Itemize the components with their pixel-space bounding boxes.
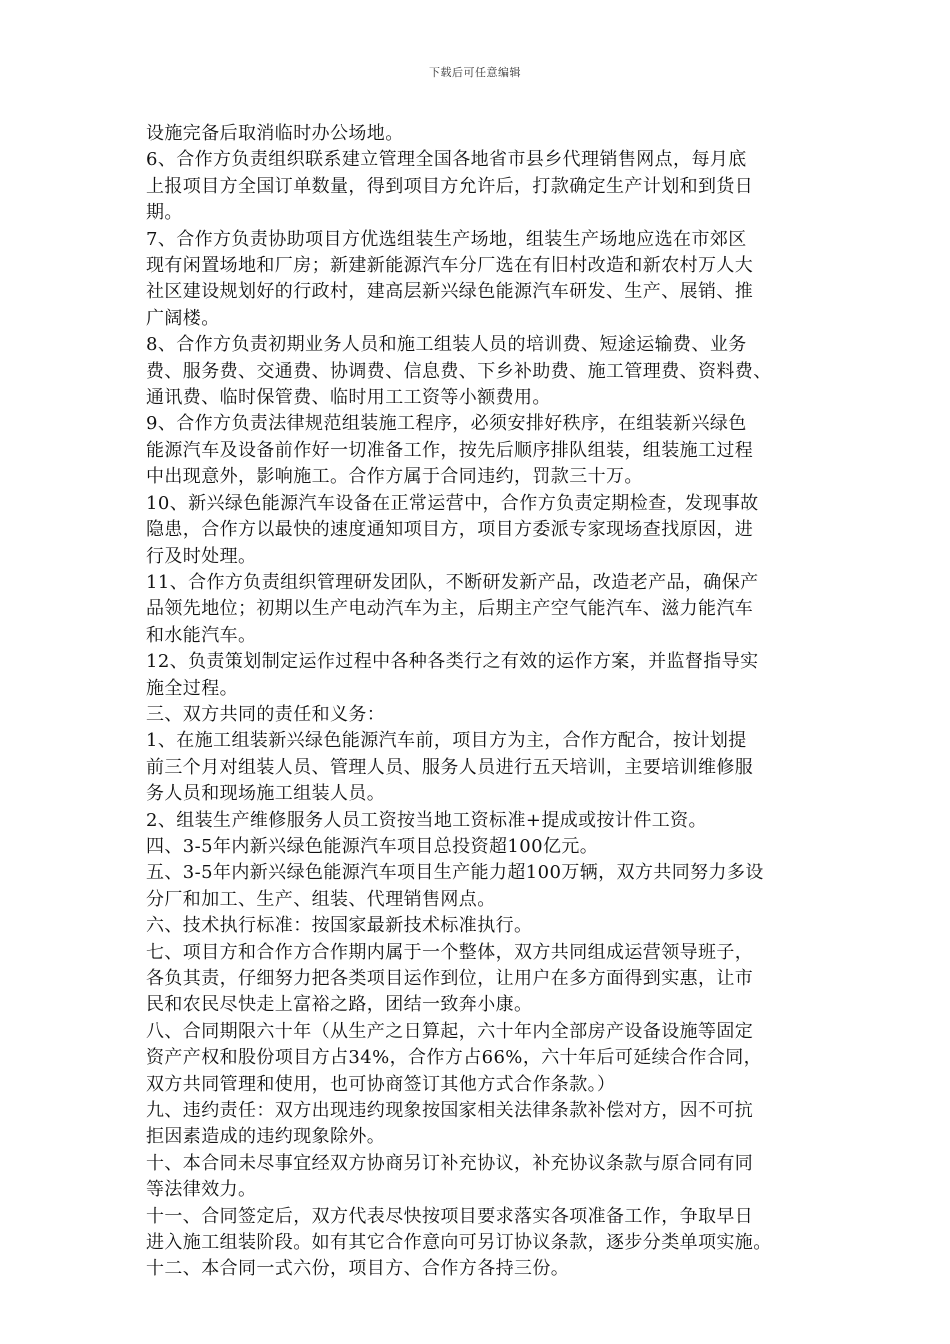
text-line: 期。 [146, 202, 183, 224]
text-line: 广阔楼。 [146, 307, 220, 329]
text-line: 和水能汽车。 [146, 624, 257, 646]
text-line: 10、新兴绿色能源汽车设备在正常运营中，合作方负责定期检查，发现事故 [146, 492, 759, 514]
text-line: 四、3-5年内新兴绿色能源汽车项目总投资超100亿元。 [146, 835, 599, 857]
text-line: 进入施工组装阶段。如有其它合作意向可另订协议条款，逐步分类单项实施。 [146, 1232, 772, 1254]
text-line: 2、组装生产维修服务人员工资按当地工资标准+提成或按计件工资。 [146, 809, 707, 831]
text-line: 费、服务费、交通费、协调费、信息费、下乡补助费、施工管理费、资料费、 [146, 360, 772, 382]
document-body [146, 121, 826, 1283]
text-line: 6、合作方负责组织联系建立管理全国各地省市县乡代理销售网点，每月底 [146, 149, 747, 171]
text-line: 八、合同期限六十年（从生产之日算起，六十年内全部房产设备设施等固定 [146, 1020, 754, 1042]
text-line: 社区建设规划好的行政村，建高层新兴绿色能源汽车研发、生产、展销、推 [146, 281, 754, 303]
text-line: 隐患，合作方以最快的速度通知项目方，项目方委派专家现场查找原因，进 [146, 519, 754, 541]
text-line: 9、合作方负责法律规范组装施工程序，必须安排好秩序，在组装新兴绿色 [146, 413, 747, 435]
text-line: 七、项目方和合作方合作期内属于一个整体，双方共同组成运营领导班子， [146, 941, 754, 963]
page-header: 下载后可任意编辑 [429, 66, 521, 79]
text-line: 7、合作方负责协助项目方优选组装生产场地，组装生产场地应选在市郊区 [146, 228, 747, 250]
text-line: 十、本合同未尽事宜经双方协商另订补充协议，补充协议条款与原合同有同 [146, 1152, 754, 1174]
text-line: 中出现意外，影响施工。合作方属于合同违约，罚款三十万。 [146, 466, 643, 488]
text-line: 1、在施工组装新兴绿色能源汽车前，项目方为主，合作方配合，按计划提 [146, 730, 747, 752]
text-line: 拒因素造成的违约现象除外。 [146, 1126, 386, 1148]
text-line: 上报项目方全国订单数量，得到项目方允许后，打款确定生产计划和到货日 [146, 175, 754, 197]
text-line: 现有闲置场地和厂房；新建新能源汽车分厂选在有旧村改造和新农村万人大 [146, 255, 754, 277]
text-line: 务人员和现场施工组装人员。 [146, 783, 386, 805]
text-line: 11、合作方负责组织管理研发团队，不断研发新产品，改造老产品，确保产 [146, 571, 759, 593]
text-line: 三、双方共同的责任和义务： [146, 703, 386, 725]
text-line: 十一、合同签定后，双方代表尽快按项目要求落实各项准备工作，争取早日 [146, 1205, 754, 1227]
text-line: 施全过程。 [146, 677, 238, 699]
text-line: 资产产权和股份项目方占34%，合作方占66%，六十年后可延续合作合同， [146, 1047, 763, 1069]
text-line: 前三个月对组装人员、管理人员、服务人员进行五天培训，主要培训维修服 [146, 756, 754, 778]
text-line: 能源汽车及设备前作好一切准备工作，按先后顺序排队组装，组装施工过程 [146, 439, 754, 461]
text-line: 双方共同管理和使用，也可协商签订其他方式合作条款。） [146, 1073, 616, 1095]
text-line: 分厂和加工、生产、组装、代理销售网点。 [146, 888, 496, 910]
text-line: 十二、本合同一式六份，项目方、合作方各持三份。 [146, 1258, 570, 1280]
text-line: 8、合作方负责初期业务人员和施工组装人员的培训费、短途运输费、业务 [146, 334, 747, 356]
text-line: 设施完备后取消临时办公场地。 [146, 123, 404, 144]
text-line: 行及时处理。 [146, 545, 257, 567]
text-line: 等法律效力。 [146, 1179, 257, 1201]
text-line: 通讯费、临时保管费、临时用工工资等小额费用。 [146, 387, 551, 409]
text-line: 九、违约责任：双方出现违约现象按国家相关法律条款补偿对方，因不可抗 [146, 1100, 754, 1122]
text-line: 品领先地位；初期以生产电动汽车为主，后期主产空气能汽车、滋力能汽车 [146, 598, 754, 620]
text-line: 五、3-5年内新兴绿色能源汽车项目生产能力超100万辆，双方共同努力多设 [146, 862, 764, 884]
text-line: 六、技术执行标准：按国家最新技术标准执行。 [146, 915, 533, 937]
text-line: 12、负责策划制定运作过程中各种各类行之有效的运作方案，并监督指导实 [146, 651, 759, 673]
text-line: 各负其责，仔细努力把各类项目运作到位，让用户在多方面得到实惠，让市 [146, 968, 754, 989]
text-line: 民和农民尽快走上富裕之路，团结一致奔小康。 [146, 994, 533, 1016]
